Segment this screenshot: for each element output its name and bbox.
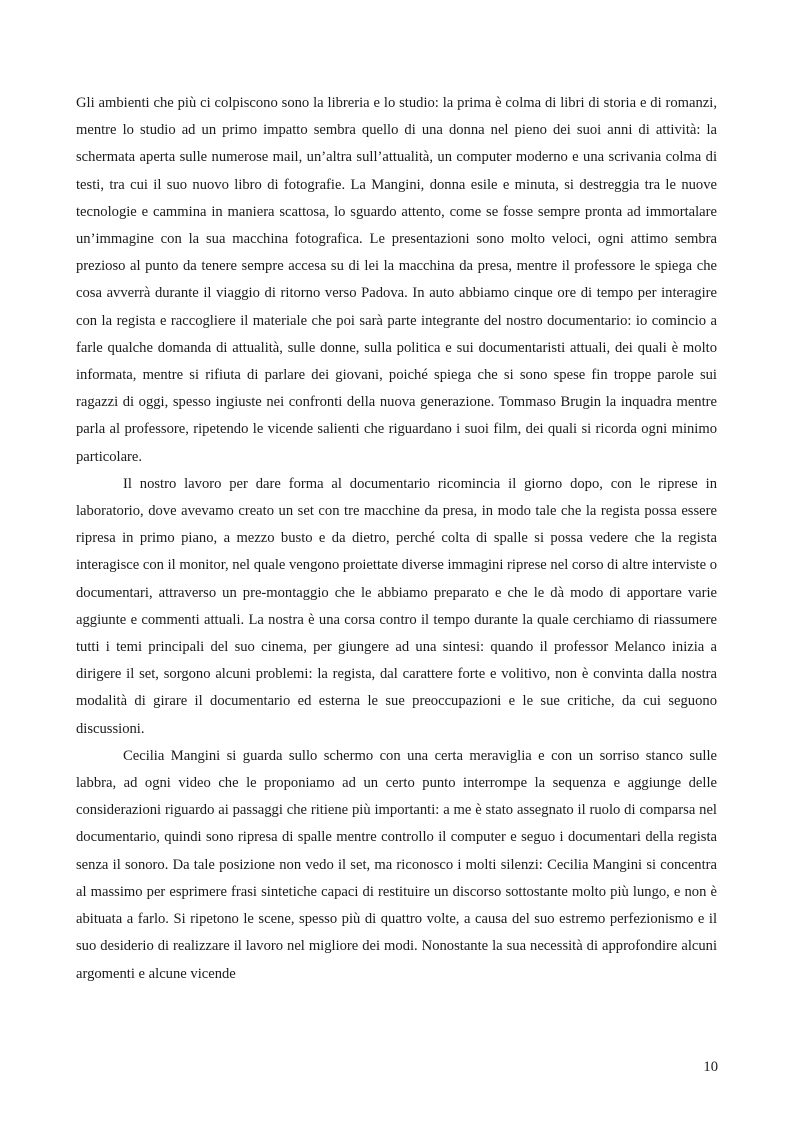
body-text — [76, 90, 717, 988]
paragraph-1: Gli ambienti che più ci colpiscono sono la libreria e lo studio: la prima è colma di libri di storia e di romanzi, mentre lo studio ad un primo impatto sembra quello di una donna nel pieno dei suoi anni di attività: la schermata aperta sulle numerose mail, un’altra sull’attualità, un computer moderno e una scrivania colma di testi, tra cui il suo nuovo libro di fotografie. La Mangini, donna esile e minuta, si destreggia tra le nuove tecnologie e cammina in maniera scattosa, lo sguardo attento, come se fosse sempre pronta ad immortalare un’immagine con la sua macchina fotografica. Le presentazioni sono molto veloci, ogni attimo sembra prezioso al punto da tenere sempre accesa su di lei la macchina da presa, mentre il professore le spiega che cosa avverrà durante il viaggio di ritorno verso Padova. In auto abbiamo cinque ore di tempo per interagire con la regista e raccogliere il materiale che poi sarà parte integrante del nostro documentario: io comincio a farle qualche domanda di attualità, sulle donne, sulla politica e sui documentaristi attuali, dei quali è molto informata, mentre si rifiuta di parlare dei giovani, poiché spiega che si sono spese fin troppe parole sui ragazzi di oggi, spesso ingiuste nei confronti della nuova generazione. Tommaso Brugin la inquadra mentre parla al professore, ripetendo le vicende salienti che riguardano i suoi film, dei quali si ricorda ogni minimo particolare. — [76, 95, 717, 465]
paragraph-3: Cecilia Mangini si guarda sullo schermo con una certa meraviglia e con un sorriso stanco sulle labbra, ad ogni video che le proponiamo ad un certo punto interrompe la sequenza e aggiunge delle considerazioni riguardo ai passaggi che ritiene più importanti: a me è stato assegnato il ruolo di comparsa nel documentario, quindi sono ripresa di spalle mentre controllo il computer e seguo i documentari della regista senza il sonoro. Da tale posizione non vedo il set, ma riconosco i molti silenzi: Cecilia Mangini si concentra al massimo per esprimere frasi sintetiche capaci di restituire un discorso sottostante molto più lungo, e non è abituata a farlo. Si ripetono le scene, spesso più di quattro volte, a causa del suo estremo perfezionismo e il suo desiderio di realizzare il lavoro nel migliore dei modi. Nonostante la sua necessità di approfondire alcuni argomenti e alcune vicende — [76, 747, 717, 982]
paragraph-2: Il nostro lavoro per dare forma al documentario ricomincia il giorno dopo, con le riprese in laboratorio, dove avevamo creato un set con tre macchine da presa, in modo tale che la regista possa essere ripresa in primo piano, a mezzo busto e da dietro, perché colta di spalle si possa vedere che la regista interagisce con il monitor, nel quale vengono proiettate diverse immagini riprese nel corso di altre interviste o documentari, attraverso un pre-montaggio che le abbiamo preparato e che le dà modo di apportare varie aggiunte e commenti attuali. La nostra è una corsa contro il tempo durante la quale cerchiamo di riassumere tutti i temi principali del suo cinema, per giungere ad una sintesi: quando il professor Melanco inizia a dirigere il set, sorgono alcuni problemi: la regista, dal carattere forte e volitivo, non è convinta dalla nostra modalità di girare il documentario ed esterna le sue preoccupazioni e le sue critiche, da cui seguono discussioni. — [76, 475, 717, 737]
page-number: 10 — [703, 1059, 718, 1075]
